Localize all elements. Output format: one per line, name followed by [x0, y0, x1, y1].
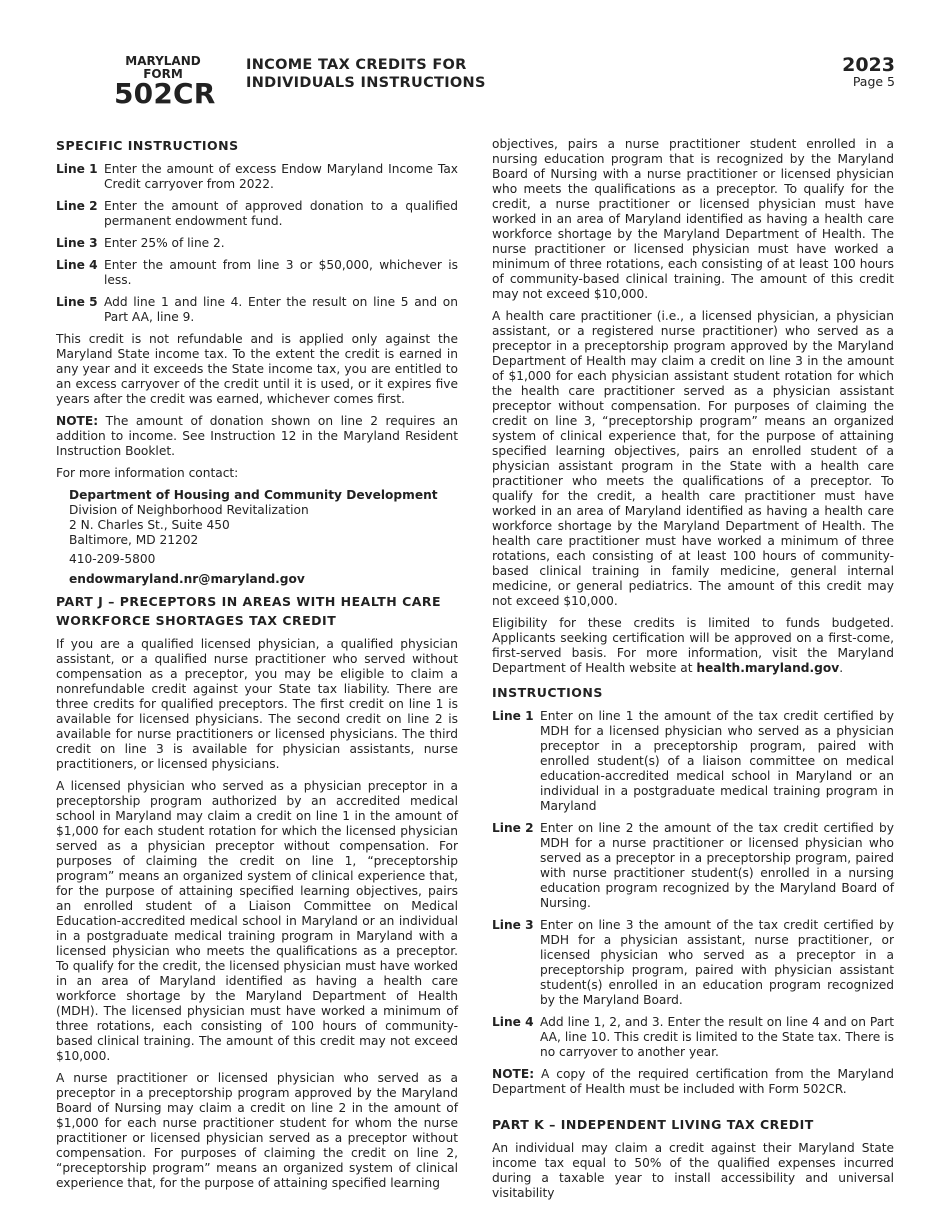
health-website-link[interactable]: health.maryland.gov: [696, 661, 840, 675]
part-j-heading: PART J – PRECEPTORS IN AREAS WITH HEALTH CARE WORKFORCE SHORTAGES TAX CREDIT: [56, 594, 442, 628]
instruction-line: Line 1 Enter the amount of excess Endow Maryland Income Tax Credit carryover from 2022.: [56, 162, 458, 191]
instruction-line: Line 2 Enter on line 2 the amount of the tax credit certified by MDH for a nurse practitioner or licensed physician who served as a preceptor in a preceptorship program, paired with nurse practitioner student(s) enrolled in a nursing education program recognized by the Maryland Board of Nursing.: [492, 821, 894, 910]
refund-paragraph: This credit is not refundable and is applied only against the Maryland State income tax. To the extent the credit is earned in any year and it exceeds the State income tax, you are entitled to an excess carryover of the credit until it is used, or it expires five years after the credit was earned, whichever comes first.: [56, 332, 458, 406]
contact-street: 2 N. Charles St., Suite 450: [69, 518, 230, 532]
instruction-line: Line 4 Enter the amount from line 3 or $50,000, whichever is less.: [56, 258, 458, 287]
instructions-heading: INSTRUCTIONS: [492, 685, 603, 700]
note-paragraph: NOTE: The amount of donation shown on line 2 requires an addition to income. See Instruction 12 in the Maryland Resident Instruction Booklet.: [56, 414, 458, 458]
part-k-paragraph: An individual may claim a credit against their Maryland State income tax equal to 50% of the qualified expenses incurred during a taxable year to install accessibility and universal visitability: [492, 1141, 894, 1200]
form-number: 502CR: [114, 77, 216, 110]
contact-city: Baltimore, MD 21202: [69, 533, 199, 547]
contact-block: [56, 488, 458, 587]
tax-year: 2023: [842, 54, 895, 76]
part-j-paragraph: If you are a qualified licensed physician, a qualified physician assistant, or a qualified nurse practitioner who served without compensation as a preceptor, you may be eligible to claim a nonrefundable credit against your State tax liability. There are three credits for qualified preceptors. The first credit on line 1 is available for licensed physicians. The second credit on line 2 is available for nurse practitioners or licensed physicians. The third credit on line 3 is available for physician assistants, nurse practitioners, or licensed physicians.: [56, 637, 458, 771]
right-column: [492, 137, 894, 1208]
part-j-paragraph: A nurse practitioner or licensed physician who served as a preceptor in a preceptorship program approved by the Maryland Board of Nursing may claim a credit on line 2 in the amount of $1,000 for each nurse practitioner student for whom the nurse practitioner or licensed physician served as a preceptor without compensation. For purposes of claiming the credit on line 2, “preceptorship program” means an organized system of clinical experience that, for the purpose of attaining specified learning: [56, 1071, 458, 1190]
left-column: [56, 136, 458, 1198]
contact-phone: 410-209-5800: [69, 552, 156, 566]
contact-department: Department of Housing and Community Development: [69, 488, 438, 502]
part-j-paragraph: A licensed physician who served as a physician preceptor in a preceptorship program authorized by an accredited medical school in Maryland may claim a credit on line 1 in the amount of $1,000 for each student rotation for which the licensed physician served as a physician preceptor without compensation. For purposes of claiming the credit on line 1, “preceptorship program” means an organized system of clinical experience that, for the purpose of attaining specified learning objectives, pairs an enrolled student of a Liaison Committee on Medical Education-accredited medical school in Maryland or an individual in a postgraduate medical training program in Maryland with a licensed physician who meets the qualifications as a preceptor. To qualify for the credit, the licensed physician must have worked in an area of Maryland identified as having a health care workforce shortage by the Maryland Department of Health (MDH). The licensed physician must have worked a minimum of three rotations, each consisting of 100 hours of community-based clinical training. The amount of this credit may not exceed $10,000.: [56, 779, 458, 1063]
continued-paragraph: objectives, pairs a nurse practitioner student enrolled in a nursing education program that is recognized by the Maryland Board of Nursing with a nurse practitioner or licensed physician who meets the qualifications as a preceptor. To qualify for the credit, a nurse practitioner or licensed physician must have worked in an area of Maryland identified as having a health care workforce shortage by the Maryland Department of Health. The nurse practitioner or licensed physician must have worked a minimum of three rotations, each consisting of at least 100 hours of community-based clinical training. The amount of this credit may not exceed $10,000.: [492, 137, 894, 301]
contact-email[interactable]: endowmaryland.nr@maryland.gov: [69, 572, 305, 586]
eligibility-paragraph: Eligibility for these credits is limited to funds budgeted. Applicants seeking certification will be approved on a first-come, first-served basis. For more information, visit the Maryland Department of Health website at health.maryland.gov.: [492, 616, 894, 675]
instruction-line: Line 3 Enter 25% of line 2.: [56, 236, 225, 250]
instruction-line: Line 1 Enter on line 1 the amount of the tax credit certified by MDH for a licensed physician who served as a physician preceptor in a preceptorship program, paired with enrolled student(s) of a liaison committee on medical education-accredited medical school in Maryland or an individual in a postgraduate medical training program in Maryland: [492, 709, 894, 813]
instruction-line: Line 2 Enter the amount of approved donation to a qualified permanent endowment fund.: [56, 199, 458, 228]
specific-instructions-heading: SPECIFIC INSTRUCTIONS: [56, 138, 239, 153]
form-state-label: MARYLAND FORM: [125, 54, 201, 81]
instruction-line: Line 3 Enter on line 3 the amount of the tax credit certified by MDH for a physician assistant, nurse practitioner, or licensed physician who served as a preceptor in a preceptorship program, paired with physician assistant student(s) enrolled in an education program recognized by the Maryland Board.: [492, 918, 894, 1007]
page-number: Page 5: [852, 74, 895, 89]
health-care-practitioner-paragraph: A health care practitioner (i.e., a licensed physician, a physician assistant, or a registered nurse practitioner) who served as a preceptor in a preceptorship program approved by the Maryland Department of Health may claim a credit on line 3 in the amount of $1,000 for each physician assistant student rotation for which the health care practitioner served as a physician assistant preceptor without compensation. For purposes of claiming the credit on line 3, “preceptorship program” means an organized system of clinical experience that, for the purpose of attaining specified learning objectives, pairs an enrolled student of a physician assistant program in the State with a health care practitioner who meets the qualifications of a preceptor. To qualify for the credit, a health care practitioner must have worked in an area of Maryland identified as having a health care workforce shortage by the Maryland Department of Health. The health care practitioner must have worked a minimum of three rotations, each consisting of at least 100 hours of community-based clinical training in family medicine, general internal medicine, or general pediatrics. The amount of this credit may not exceed $10,000.: [492, 309, 894, 608]
instruction-line: Line 5 Add line 1 and line 4. Enter the result on line 5 and on Part AA, line 9.: [56, 295, 458, 324]
contact-division: Division of Neighborhood Revitalization: [69, 503, 309, 517]
instruction-line: Line 4 Add line 1, 2, and 3. Enter the result on line 4 and on Part AA, line 10. This credit is limited to the State tax. There is no carryover to another year.: [492, 1015, 894, 1059]
note-paragraph: NOTE: A copy of the required certification from the Maryland Department of Health must be included with Form 502CR.: [492, 1067, 894, 1096]
contact-intro: For more information contact:: [56, 466, 239, 480]
part-k-heading: PART K – INDEPENDENT LIVING TAX CREDIT: [492, 1117, 814, 1132]
page-title: INCOME TAX CREDITS FOR INDIVIDUALS INSTRUCTIONS: [246, 57, 486, 91]
